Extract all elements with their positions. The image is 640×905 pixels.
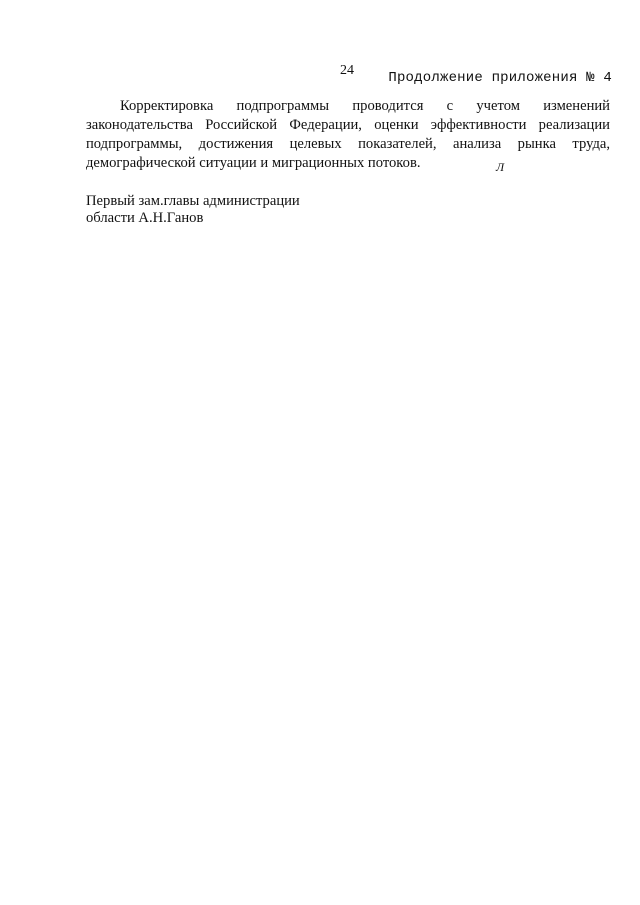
appendix-continuation-heading: Продолжение приложения № 4 (388, 70, 612, 86)
signature-name: области А.Н.Ганов (86, 210, 204, 226)
signature-title: Первый зам.главы администрации (86, 193, 300, 209)
body-paragraph: Корректировка подпрограммы проводится с учетом изменений законодательства Российской Федерации, оценки эффективности реализации подпрограммы, достижения целевых показателей, анализа рынка труда, демографической ситуации и миграционных потоков. (86, 98, 610, 171)
handwritten-margin-mark: Л (496, 160, 505, 174)
signature-block (86, 193, 300, 227)
page-number: 24 (340, 63, 354, 78)
